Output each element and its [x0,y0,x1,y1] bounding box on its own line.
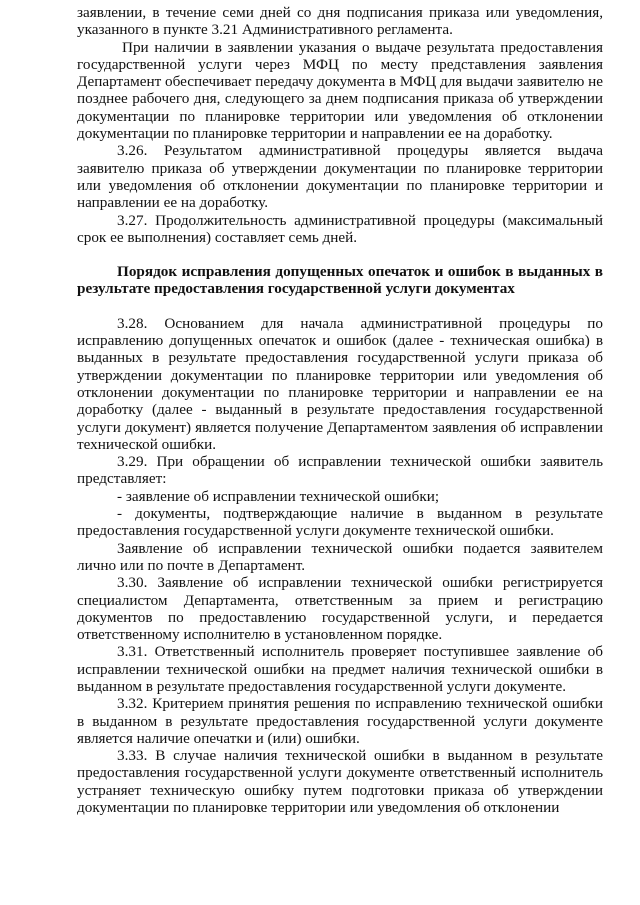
paragraph: При наличии в заявлении указания о выдаче результата предоставления государственной услуги через МФЦ по месту представления заявления Департамент обеспечивает передачу документа в МФЦ для выдачи заявителю не позднее рабочего дня, следующего за днем подписания приказа об утверждении документации по планировке территории или уведомления об отклонении документации по планировке территории и направлении ее на доработку. [77,38,603,143]
paragraph: заявлении, в течение семи дней со дня подписания приказа или уведомления, указанного в пункте 3.21 Административного регламента. [77,4,603,39]
list-item: - документы, подтверждающие наличие в выданном в результате предоставления государственной услуги документе технической ошибки. [77,505,603,540]
paragraph: 3.30. Заявление об исправлении технической ошибки регистрируется специалистом Департамента, ответственным за прием и регистрацию документов по предоставлению государственной услуги, и передается ответственному исполнителю в установленном порядке. [77,574,603,644]
paragraph: Заявление об исправлении технической ошибки подается заявителем лично или по почте в Департамент. [77,539,603,574]
spacer [77,246,603,263]
paragraph: 3.28. Основанием для начала административной процедуры по исправлению допущенных опечаток и ошибок (далее - техническая ошибка) в выданных в результате предоставления государственной услуги приказа об утверждении документации по планировке территории или уведомления об отклонении документации по планировке территории и направлении ее на доработку (далее - выданный в результате предоставления государственной услуги документ) является получение Департаментом заявления об исправлении технической ошибки. [77,314,603,453]
section-heading: Порядок исправления допущенных опечаток и ошибок в выданных в результате предоставления государственной услуги документах [77,263,603,298]
paragraph: 3.29. При обращении об исправлении технической ошибки заявитель представляет: [77,453,603,488]
list-item: - заявление об исправлении технической ошибки; [117,487,440,505]
paragraph: 3.32. Критерием принятия решения по исправлению технической ошибки в выданном в результате предоставления государственной услуги документе является наличие опечатки и (или) ошибки. [77,695,603,747]
paragraph: 3.31. Ответственный исполнитель проверяет поступившее заявление об исправлении технической ошибки на предмет наличия технической ошибки в выданном в результате предоставления государственной услуги документе. [77,643,603,695]
paragraph: 3.27. Продолжительность административной процедуры (максимальный срок ее выполнения) составляет семь дней. [77,211,603,246]
paragraph: 3.26. Результатом административной процедуры является выдача заявителю приказа об утверждении документации по планировке территории или уведомления об отклонении документации по планировке территории и направлении ее на доработку. [77,142,603,212]
paragraph: 3.33. В случае наличия технической ошибки в выданном в результате предоставления государственной услуги документе ответственный исполнитель устраняет техническую ошибку путем подготовки приказа об утверждении документации по планировке территории или уведомления об отклонении [77,747,603,817]
spacer [77,298,603,315]
